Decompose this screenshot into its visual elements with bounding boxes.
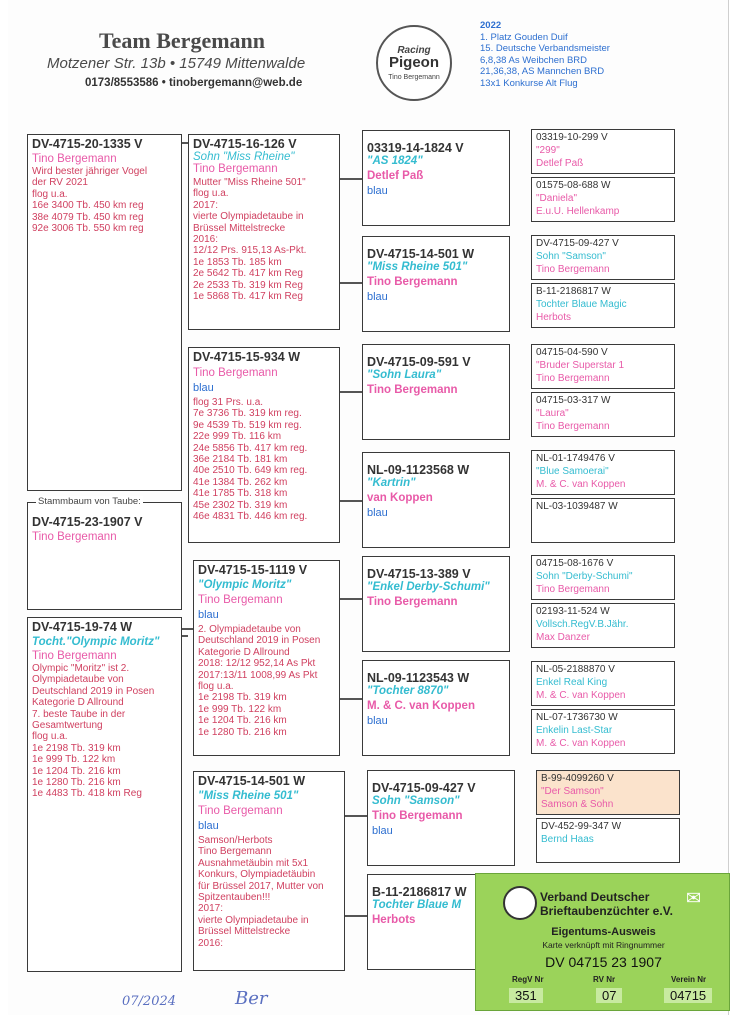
gggp-box: [531, 709, 675, 754]
card-value: 04715: [664, 988, 712, 1003]
gggp-ring: NL-03-1039487 W: [536, 501, 618, 512]
gggp-ring: NL-05-2188870 V: [536, 664, 615, 675]
gggp-box: [531, 661, 675, 706]
gggp-ring: NL-07-1736730 W: [536, 712, 618, 723]
connector-line: [345, 915, 367, 917]
sire-owner: Tino Bergemann: [32, 153, 117, 165]
ggp-ring: 03319-14-1824 V: [367, 141, 464, 155]
gggp-owner: Tino Bergemann: [536, 373, 610, 384]
handwritten-signature: Ber: [235, 988, 268, 1009]
great-grandparent-box: [362, 660, 510, 756]
gggp-owner: E.u.U. Hellenkamp: [536, 206, 620, 217]
grandparent-name: Sohn "Miss Rheine": [193, 151, 295, 163]
card-org-name: Verband Deutscher: [540, 890, 650, 904]
gggp-ring: DV-4715-09-427 V: [536, 238, 619, 249]
ggp-ring: DV-4715-09-427 V: [372, 781, 476, 795]
gggp-name: "299": [536, 145, 560, 156]
connector-line: [340, 391, 362, 393]
ggp-ring: DV-4715-14-501 W: [367, 247, 475, 261]
sire-ring: DV-4715-20-1335 V: [32, 137, 143, 151]
ggp-owner: Detlef Paß: [367, 170, 424, 182]
gggp-name: Bernd Haas: [541, 834, 594, 845]
gggp-owner: M. & C. van Koppen: [536, 690, 626, 701]
gggp-ring: 01575-08-688 W: [536, 180, 611, 191]
dove-icon: ✉: [686, 888, 702, 908]
header-address: Motzener Str. 13b • 15749 Mittenwalde: [47, 55, 306, 72]
grandparent-box: [193, 771, 345, 971]
grandparent-owner: Tino Bergemann: [193, 367, 278, 379]
grandparent-color: blau: [193, 382, 214, 394]
connector-line: [340, 178, 362, 180]
dam-owner: Tino Bergemann: [32, 650, 117, 662]
grandparent-ring: DV-4715-14-501 W: [198, 774, 306, 788]
grandparent-color: blau: [198, 609, 219, 621]
gggp-owner: Tino Bergemann: [536, 584, 610, 595]
subject-owner: Tino Bergemann: [32, 531, 117, 543]
grandparent-ring: DV-4715-16-126 V: [193, 137, 297, 151]
grandparent-owner: Tino Bergemann: [198, 594, 283, 606]
card-title: Eigentums-Ausweis: [551, 926, 656, 938]
gggp-box: [531, 344, 675, 389]
gggp-ring: B-11-2186817 W: [536, 286, 611, 297]
ggp-color: blau: [372, 825, 393, 837]
ggp-name: Tochter Blaue M: [372, 899, 462, 911]
gggp-name: "Daniela": [536, 193, 578, 204]
ggp-color: blau: [367, 185, 388, 197]
card-value: 351: [509, 988, 543, 1003]
ggp-color: blau: [367, 291, 388, 303]
ggp-owner: Herbots: [372, 914, 416, 926]
gggp-box: [531, 603, 675, 648]
grandparent-notes: flog 31 Prs. u.a. 7e 3736 Tb. 319 km reg. 9e 4539 Tb. 519 km reg. 22e 999 Tb. 116 km 24e 5856 Tb. 417 km reg. 36e 2184 Tb. 181 km 40e 2510 Tb. 649 km reg. 41e 1384 Tb. 262 km 41e 1785 Tb. 318 km 45e 2302 Tb. 319 km 46e 4831 Tb. 446 km reg.: [193, 397, 308, 523]
gggp-owner: Samson & Sohn: [541, 799, 614, 810]
ggp-ring: DV-4715-09-591 V: [367, 355, 471, 369]
gggp-ring: 04715-03-317 W: [536, 395, 611, 406]
great-grandparent-box: [367, 770, 515, 866]
awards-list: 2022 1. Platz Gouden Duif 15. Deutsche Verbandsmeister 6,8,38 As Weibchen BRD 21,36,38, AS Mannchen BRD 13x1 Konkurse Alt Flug: [480, 20, 610, 89]
gggp-ring: B-99-4099260 V: [541, 773, 614, 784]
subject-heading: Stammbaum von Taube:: [38, 496, 141, 507]
grandparent-box: [193, 560, 340, 756]
gggp-ring: DV-452-99-347 W: [541, 821, 622, 832]
dam-name: Tocht."Olympic Moritz": [32, 636, 160, 648]
ggp-name: "Enkel Derby-Schumi": [367, 581, 490, 593]
ggp-ring: B-11-2186817 W: [372, 885, 467, 899]
ggp-name: "Sohn Laura": [367, 369, 442, 381]
ggp-owner: Tino Bergemann: [367, 596, 458, 608]
gggp-owner: Detlef Paß: [536, 158, 584, 169]
ggp-ring: DV-4715-13-389 V: [367, 567, 471, 581]
gggp-name: "Bruder Superstar 1: [536, 360, 625, 371]
gggp-ring: NL-01-1749476 V: [536, 453, 615, 464]
dam-notes: Olympic "Moritz" ist 2. Olympiadetaube von Deutschland 2019 in Posen Kategorie D Allround 7. beste Taube in der Gesamtwertung flog u.a. 1e 2198 Tb. 319 km 1e 999 Tb. 122 km 1e 1204 Tb. 216 km 1e 1280 Tb. 216 km 1e 4483 Tb. 418 km Reg: [32, 663, 155, 800]
grandparent-ring: DV-4715-15-934 W: [193, 350, 301, 364]
gggp-name: Enkel Real King: [536, 677, 608, 688]
gggp-owner: M. & C. van Koppen: [536, 738, 626, 749]
connector-line: [182, 635, 188, 637]
gggp-owner: Tino Bergemann: [536, 264, 610, 275]
sire-box: [27, 134, 182, 491]
great-grandparent-box: [362, 344, 510, 440]
subject-ring: DV-4715-23-1907 V: [32, 515, 143, 529]
gggp-box: [531, 392, 675, 437]
handwritten-date: 07/2024: [122, 994, 177, 1009]
gggp-name: "Der Samson": [541, 786, 604, 797]
ggp-name: "AS 1824": [367, 155, 423, 167]
ggp-owner: Tino Bergemann: [367, 276, 458, 288]
grandparent-ring: DV-4715-15-1119 V: [198, 563, 308, 577]
gggp-ring: 04715-08-1676 V: [536, 558, 614, 569]
card-label: RegV Nr: [512, 975, 544, 984]
gggp-ring: 02193-11-524 W: [536, 606, 610, 617]
card-subtitle: Karte verknüpft mit Ringnummer: [542, 940, 665, 950]
association-logo: [503, 886, 537, 920]
gggp-box: [531, 235, 675, 280]
gggp-name: Vollsch.RegV.B.Jähr.: [536, 619, 629, 630]
ggp-name: Sohn "Samson": [372, 795, 460, 807]
ggp-owner: M. & C. van Koppen: [367, 700, 475, 712]
gggp-box: [531, 283, 675, 328]
grandparent-notes: Samson/Herbots Tino Bergemann Ausnahmetäubin mit 5x1 Konkurs, Olympiadetäubin für Brüssel 2017, Mutter von Spitzentauben!!! 2017: vierte Olympiadetaube in Brüssel Mittelstrecke 2016:: [198, 835, 324, 949]
gggp-owner: Tino Bergemann: [536, 421, 610, 432]
gggp-box: [531, 498, 675, 543]
gggp-box: [536, 770, 680, 815]
grandparent-name: "Olympic Moritz": [198, 579, 292, 591]
gggp-name: Sohn "Derby-Schumi": [536, 571, 633, 582]
sire-notes: Wird bester jähriger Vogel der RV 2021 flog u.a. 16e 3400 Tb. 450 km reg 38e 4079 Tb. 450 km reg 92e 3006 Tb. 550 km reg: [32, 166, 148, 235]
grandparent-notes: 2. Olympiadetaube von Deutschland 2019 in Posen Kategorie D Allround 2018: 12/12 952,14 As Pkt 2017:13/11 1008,99 As Pkt flog u.a. 1e 2198 Tb. 319 km 1e 999 Tb. 122 km 1e 1204 Tb. 216 km 1e 1280 Tb. 216 km: [198, 624, 321, 738]
dam-ring: DV-4715-19-74 W: [32, 620, 133, 634]
ggp-name: "Kartrin": [367, 477, 416, 489]
gggp-owner: M. & C. van Koppen: [536, 479, 626, 490]
great-grandparent-box: [362, 236, 510, 332]
ggp-color: blau: [367, 507, 388, 519]
grandparent-box: [188, 347, 340, 543]
great-grandparent-box: [362, 452, 510, 548]
gggp-name: Sohn "Samson": [536, 251, 606, 262]
connector-line: [340, 698, 362, 700]
gggp-box: [536, 818, 680, 863]
grandparent-color: blau: [198, 820, 219, 832]
ggp-owner: Tino Bergemann: [372, 810, 463, 822]
header-title: Team Bergemann: [99, 28, 266, 53]
connector-line: [340, 500, 362, 502]
grandparent-owner: Tino Bergemann: [198, 805, 283, 817]
grandparent-owner: Tino Bergemann: [193, 163, 278, 175]
card-org-name-2: Brieftaubenzüchter e.V.: [540, 904, 673, 918]
connector-line: [340, 598, 362, 600]
gggp-owner: Max Danzer: [536, 632, 590, 643]
card-label: Verein Nr: [671, 975, 707, 984]
ggp-ring: NL-09-1123568 W: [367, 463, 470, 477]
card-label: RV Nr: [593, 975, 616, 984]
gggp-name: Enkelin Last-Star: [536, 725, 613, 736]
gggp-ring: 04715-04-590 V: [536, 347, 608, 358]
connector-line: [340, 282, 362, 284]
racing-pigeon-logo: Racing Pigeon Tino Bergemann: [376, 25, 452, 101]
gggp-ring: 03319-10-299 V: [536, 132, 608, 143]
gggp-box: [531, 555, 675, 600]
card-ring-number: DV 04715 23 1907: [545, 954, 662, 970]
grandparent-box: [188, 134, 340, 330]
ownership-card: [475, 873, 730, 1011]
gggp-name: "Blue Samoerai": [536, 466, 609, 477]
subject-box: [27, 502, 182, 610]
ggp-name: "Tochter 8870": [367, 685, 449, 697]
gggp-name: Tochter Blaue Magic: [536, 299, 627, 310]
gggp-owner: Herbots: [536, 312, 572, 323]
ggp-owner: Tino Bergemann: [367, 384, 458, 396]
gggp-box: [531, 177, 675, 222]
grandparent-notes: Mutter "Miss Rheine 501" flog u.a. 2017: vierte Olympiadetaube in Brüssel Mittelstrecke 2016: 12/12 Prs. 915,13 As-Pkt. 1e 1853 Tb. 185 km 2e 5642 Tb. 417 km Reg 2e 2533 Tb. 319 km Reg 1e 5868 Tb. 417 km Reg: [193, 177, 307, 303]
card-value: 07: [596, 988, 622, 1003]
gggp-box: [531, 450, 675, 495]
header-contact: 0173/8553586 • tinobergemann@web.de: [85, 77, 303, 89]
connector-line: [345, 815, 367, 817]
great-grandparent-box: [362, 556, 510, 652]
dam-box: [27, 617, 182, 972]
gggp-box: [531, 129, 675, 174]
ggp-name: "Miss Rheine 501": [367, 261, 468, 273]
gggp-name: "Laura": [536, 408, 569, 419]
great-grandparent-box: [362, 130, 510, 226]
ggp-owner: van Koppen: [367, 492, 433, 504]
grandparent-name: "Miss Rheine 501": [198, 790, 299, 802]
ggp-ring: NL-09-1123543 W: [367, 671, 470, 685]
ggp-color: blau: [367, 715, 388, 727]
